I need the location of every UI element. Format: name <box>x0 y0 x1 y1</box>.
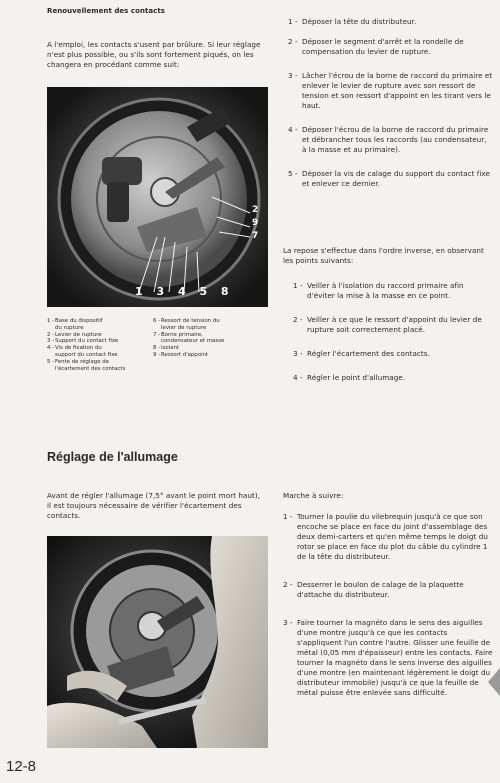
procedure-heading: Marche à suivre: <box>283 491 344 500</box>
step-number: 5 - <box>288 169 298 178</box>
step-number: 1 - <box>283 512 293 521</box>
legend-text: Base du dispositif du rupture <box>55 318 103 331</box>
legend-num: 7 - <box>153 331 161 338</box>
legend-num: 9 - <box>153 351 161 358</box>
photo-callout-numbers: 1 3 4 5 8 <box>135 285 234 298</box>
photo-legend-left <box>47 318 147 372</box>
legend-text: Isolant <box>161 345 180 352</box>
step-item <box>293 315 493 335</box>
legend-num: 8 - <box>153 345 161 352</box>
legend-num: 6 - <box>153 318 161 324</box>
step-item <box>293 349 493 359</box>
page-header: Renouvellement des contacts <box>47 7 165 15</box>
step-item <box>293 373 493 383</box>
step-text: Déposer la tête du distributeur. <box>302 17 417 26</box>
step-text: Tourner la poulie du vilebrequin jusqu'à ce que son encoche se place en face du joint d'assemblage des deux demi-carters et qu'en même temps le doigt du rotor se place en face du plot du câble du cylindre 1 de la tête du distributeur. <box>297 512 488 561</box>
step-number: 3 - <box>283 618 293 627</box>
step-item <box>288 37 493 57</box>
step-item <box>288 125 493 155</box>
page-number: 12-8 <box>6 758 37 775</box>
legend-num: 4 - <box>47 345 55 352</box>
step-text: Veiller à ce que le ressort d'appoint du levier de rupture soit correctement placé. <box>307 315 482 334</box>
step-text: Déposer l'écrou de la borne de raccord du primaire et débrancher tous les raccords (au condensateur, à la masse et au primaire). <box>302 125 489 154</box>
legend-num: 5 - <box>47 358 55 365</box>
page-tab-marker <box>488 668 500 696</box>
step-number: 2 - <box>283 580 293 589</box>
step-text: Lâcher l'écrou de la borne de raccord du primaire et enlever le levier de rupture avec son ressort de tension et son ressort d'appoint en les tirant vers le haut. <box>302 71 493 110</box>
photo-callout-9: 9 <box>252 218 259 228</box>
step-number: 3 - <box>288 71 298 80</box>
step-item <box>283 618 493 698</box>
step-number: 2 - <box>288 37 298 46</box>
legend-num: 2 - <box>47 331 55 338</box>
photo-callout-7: 7 <box>252 231 259 241</box>
ignition-adjust-photo <box>47 536 268 748</box>
step-text: Faire tourner la magnéto dans le sens des aiguilles d'une montre jusqu'à ce que les contacts s'appliquent l'un contre l'autre. Glisser une feuille de métal (0,05 mm d'épaisseur) entre les contacts. Faire tourner la magnéto dans le sens inverse des aiguilles d'une montre (en maintenant légèrement le doigt du distributeur immobile) jusqu'à ce que la feuille de métal puisse être enlevée sans difficulté. <box>297 618 493 697</box>
step-item <box>283 512 493 562</box>
legend-text: Support du contact fixe <box>55 338 119 345</box>
repose-steps <box>293 281 493 383</box>
step-item <box>283 580 493 600</box>
step-number: 3 - <box>293 349 303 358</box>
step-number: 4 - <box>288 125 298 134</box>
ignition-steps <box>283 512 493 698</box>
step-item <box>288 169 493 189</box>
legend-text: Ressort d'appoint <box>161 351 209 358</box>
step-number: 1 - <box>288 17 298 26</box>
photo-legend-right <box>153 318 268 359</box>
step-text: Déposer le segment d'arrêt et la rondelle de compensation du levier de rupture. <box>302 37 464 56</box>
legend-num: 1 - <box>47 318 55 324</box>
legend-text: Levier de rupture <box>55 331 102 338</box>
step-text: Veiller à l'isolation du raccord primaire afin d'éviter la mise à la masse en ce point. <box>307 281 464 300</box>
step-text: Déposer la vis de calage du support du contact fixe et enlever ce dernier. <box>302 169 490 188</box>
legend-text: Ressort de tension du levier de rupture <box>161 318 220 331</box>
step-text: Desserrer le boulon de calage de la plaquette d'attache du distributeur. <box>297 580 464 599</box>
step-number: 4 - <box>293 373 303 382</box>
step-text: Régler le point d'allumage. <box>307 373 406 382</box>
legend-text: Vis de fixation du support du contact fixe <box>55 345 118 358</box>
step-item <box>288 17 493 27</box>
repose-intro: La repose s'effectue dans l'ordre inverse, en observant les points suivants: <box>283 246 484 265</box>
legend-text: Fente de réglage de l'écartement des contacts <box>55 358 126 372</box>
step-item <box>288 71 493 111</box>
step-item <box>293 281 493 301</box>
step-number: 2 - <box>293 315 303 324</box>
section-intro: Avant de régler l'allumage (7,5° avant le point mort haut), il est toujours nécessaire de vérifier l'écartement des contacts. <box>47 491 261 520</box>
legend-text: Borne primaire, condensateur et masse <box>161 331 225 345</box>
step-text: Régler l'écartement des contacts. <box>307 349 430 358</box>
section-title: Réglage de l'allumage <box>47 450 178 464</box>
step-number: 1 - <box>293 281 303 290</box>
photo-callout-2: 2 <box>252 205 259 215</box>
removal-steps <box>288 17 493 189</box>
intro-paragraph: A l'emploi, les contacts s'usent par brûlure. Si leur réglage n'est plus possible, ou s'ils sont fortement piqués, on les changera en procédant comme suit: <box>47 40 261 69</box>
legend-num: 3 - <box>47 338 55 345</box>
distributor-photo <box>47 87 268 307</box>
